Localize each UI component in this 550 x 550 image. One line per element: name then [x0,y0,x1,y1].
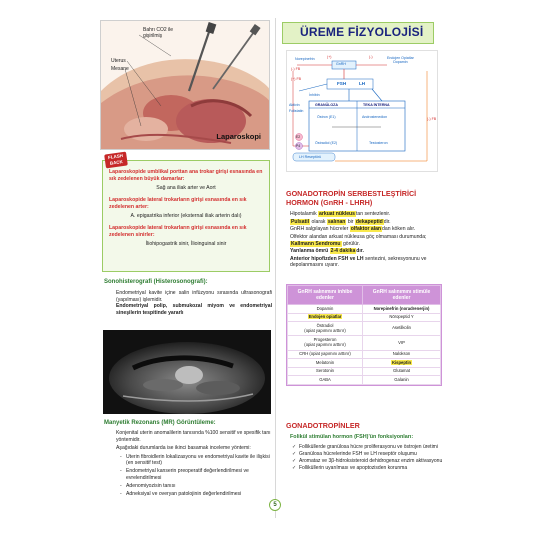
page-title: ÜREME FİZYOLOJİSİ [300,25,424,39]
norepinephrine-label: Norepinefrin [295,57,315,61]
gonadotropins-heading: GONADOTROPİNLER [286,421,360,430]
flash-question-3: Laparoskopide lateral trokarların girişi esnasında en sık zedelenen sinirler: [109,225,247,238]
text: Anterior hipofizden FSH ve LH [290,255,364,262]
badge-line-2: BACK [109,159,124,166]
table-cell [363,359,441,368]
uterus-label: Uterus [111,58,126,64]
gnrh-line-4 [290,234,446,247]
hpg-axis-diagram [286,50,438,172]
table-cell: Norepinefrin (noradrenerjin) [363,305,441,314]
mr-heading: Manyetik Rezonans (MR) Görüntüleme: [104,420,216,426]
list-item: - Uterin fibroidlerin lokalizasyonu ve endometriyal kavite ile ilişkisi (en sensitif test) [120,454,272,467]
sono-text [116,290,272,316]
gnrh-line-3 [290,226,446,233]
highlight: salınan [327,218,346,225]
activin-label: Aktivin [289,103,300,107]
testosterone-label: Testosteron [369,141,388,145]
laparoscopy-figure [100,20,270,150]
negative-feedback-label: (-) FB [291,67,301,71]
highlight: Kallmann Sendromu [291,240,341,247]
highlight: dekapeptid [355,218,383,225]
table-header-row [288,286,441,305]
e2-label: E2 [296,135,301,139]
highlight: arkuat nükleus [319,211,355,217]
table-cell: Galanin [363,376,441,385]
estrone-label: Östron (E1) [317,115,336,119]
table-row [288,322,441,336]
fsh-functions-heading: Folikül stimülan hormon (FSH)'ün fonksiyonları: [290,434,414,440]
table-cell: VIP [363,336,441,350]
gnrh-regulation-table [286,284,442,386]
text: bir [346,218,355,225]
text: Olfektor alandan arkuat nükleusa göç olmaması durumunda; [290,234,427,241]
table-cell: CRH (opiat yapımını arttırır) [288,350,363,359]
flash-answer-2: A. epigastrika inferior (eksternal iliak arterin dalı) [130,213,242,219]
highlight: Endojen opiatlar [308,314,342,320]
flash-question-2: Laparoskopide lateral trokarların girişi esnasında en sık zedelenen arter: [109,197,247,210]
positive-feedback-label: (+) FB [291,77,302,81]
gnrh-box-label: GnRH [336,62,346,66]
table [287,285,441,385]
text: tan sentezlenir. [356,211,391,217]
text: olarak [310,218,327,225]
list-item: ✓ Granülosa hücrelerinde FSH ve LH reseptör oluşumu [292,451,446,458]
androstenedione-label: Androstenedion [362,115,388,119]
table-row [288,336,441,350]
table-cell: GABA [288,376,363,385]
gnrh-heading: GONADOTROPİN SERBESTLEŞTİRİCİ HORMON (GnRH - LHRH) [286,189,417,207]
ultrasound-image [103,330,271,414]
theca-label: TEKA İNTERNA [363,103,390,107]
laparoscopy-illustration [101,21,270,150]
table-row [288,359,441,368]
table-cell: Progesteron (opiat yapımını arttırır) [288,336,363,350]
table-cell: Melatonin [288,359,363,368]
text: dır. [356,248,364,255]
text: dir. [383,218,391,225]
mr-para-1: Konjenital uterin anomalilerin tanısında %100 sensitif ve spesifik tanı yöntemidir. [116,430,271,443]
text: dan köken alır. [382,226,416,233]
inhibin-label: İnhibin [309,93,320,97]
plus-sign-1: (+) [327,55,332,59]
table-cell: Nalokson [363,350,441,359]
estradiol-label: Östradiol (E2) [315,141,338,145]
list-item: - Adenomiyozisin tanısı [120,483,272,490]
list-item: ✓ Folliküllerde granülosa hücre proliferasyonu ve östrojen üretimi [292,444,446,451]
text: görülür. [341,240,360,247]
table-cell [288,313,363,322]
negative-feedback-label-2: (-) FB [427,117,437,121]
text: Yarılanma ömrü [290,248,329,255]
gnrh-line-1 [290,211,446,218]
sono-para-1: Endometriyal kavite içine salin infüzyonu sırasında ultrasonografi (yapılması) işlemidir. [116,290,272,303]
list-item: ✓ Folliküllerin uyarılması ve apoptozisden korunma [292,465,446,472]
sono-heading: Sonohisterografi (Histerosonografi): [104,279,208,285]
highlight: Pulsatil [291,218,310,225]
column-divider [275,18,276,518]
table-cell: Glutamat [363,367,441,376]
badge-line-1: FLASH [107,153,124,161]
table-cell: Serotonin [288,367,363,376]
list-item: - Adneksiyal ve overyan patolojinin değerlendirilmesi [120,491,272,498]
flash-answer-1: Sağ ana iliak arter ve Aort [156,185,216,191]
gnrh-text [290,211,446,270]
table-row [288,313,441,322]
highlight: 2-4 dakika [330,248,356,255]
granulosa-label: GRANÜLOZA [315,103,338,107]
list-item: ✓ Aromataz ve 3β-hidroksisteroid dehidrogenaz enzim aktivasyonu [292,458,446,465]
minus-sign-1: (-) [369,55,373,59]
p4-label: P4 [296,144,301,148]
figure-caption: Laparoskopi [216,132,261,141]
mr-text [116,430,272,499]
bladder-label: Mesane [111,66,129,72]
text: GnRH salgılayan hücreler [290,226,350,233]
opiates-label: Endojen Opiatlar Dopamin [387,56,414,64]
page-number: 5 [269,499,281,511]
text: sentezini, sekresyonunu ve depolanmasını uyarır. [290,255,427,269]
flash-answer-3: İliohipogastrik sinir, İlioinguinal sinir [145,241,227,247]
gas-label: Bahrı CO2 ile gişirilmiş [143,27,174,39]
table-cell: Dopamin [288,305,363,314]
mr-list [120,454,272,498]
table-row [288,376,441,385]
flash-question-1: Laparoskopide umblikal porttan ana trokar girişi esnasında en sık zedelenen büyük damarlar: [109,169,263,182]
flash-back-box [102,160,270,272]
text: Hipotalamik [290,211,317,217]
lh-receptor-label: LH Reseptörü [299,155,322,159]
follistatin-label: Folistatin [289,109,304,113]
lh-label: LH [359,81,366,86]
sono-para-2: Endometriyal polip, submukozal miyom ve endometriyal sineşilerin tespitinde yararlı [116,303,272,316]
table-cell: Nöropeptid Y [363,313,441,322]
highlight: Kispeptin [391,359,412,365]
fsh-functions-list [292,444,446,472]
list-item: - Endometriyal kanserin preoperatif değerlendirilmesi ve evrelendirilmesi [120,468,272,481]
table-cell: Asetilkolin [363,322,441,336]
column-header-stimulators: GnRH salınımını stimüle edenler [363,286,441,305]
fsh-label: FSH [337,81,347,86]
table-row [288,350,441,359]
mr-para-2: Aşağıdaki durumlarda ise ikinci basamak inceleme yöntemi: [116,445,251,452]
table-row [288,367,441,376]
gnrh-line-6 [290,256,446,269]
column-header-inhibitors: GnRH salınımını inhibe edenler [288,286,363,305]
table-row [288,305,441,314]
gnrh-line-5 [290,248,446,255]
ultrasound-scan [103,330,271,414]
highlight: olfaktor alan [350,226,382,233]
gnrh-line-2 [290,219,446,226]
table-cell: Östradiol (opiat yapımını arttırır) [288,322,363,336]
